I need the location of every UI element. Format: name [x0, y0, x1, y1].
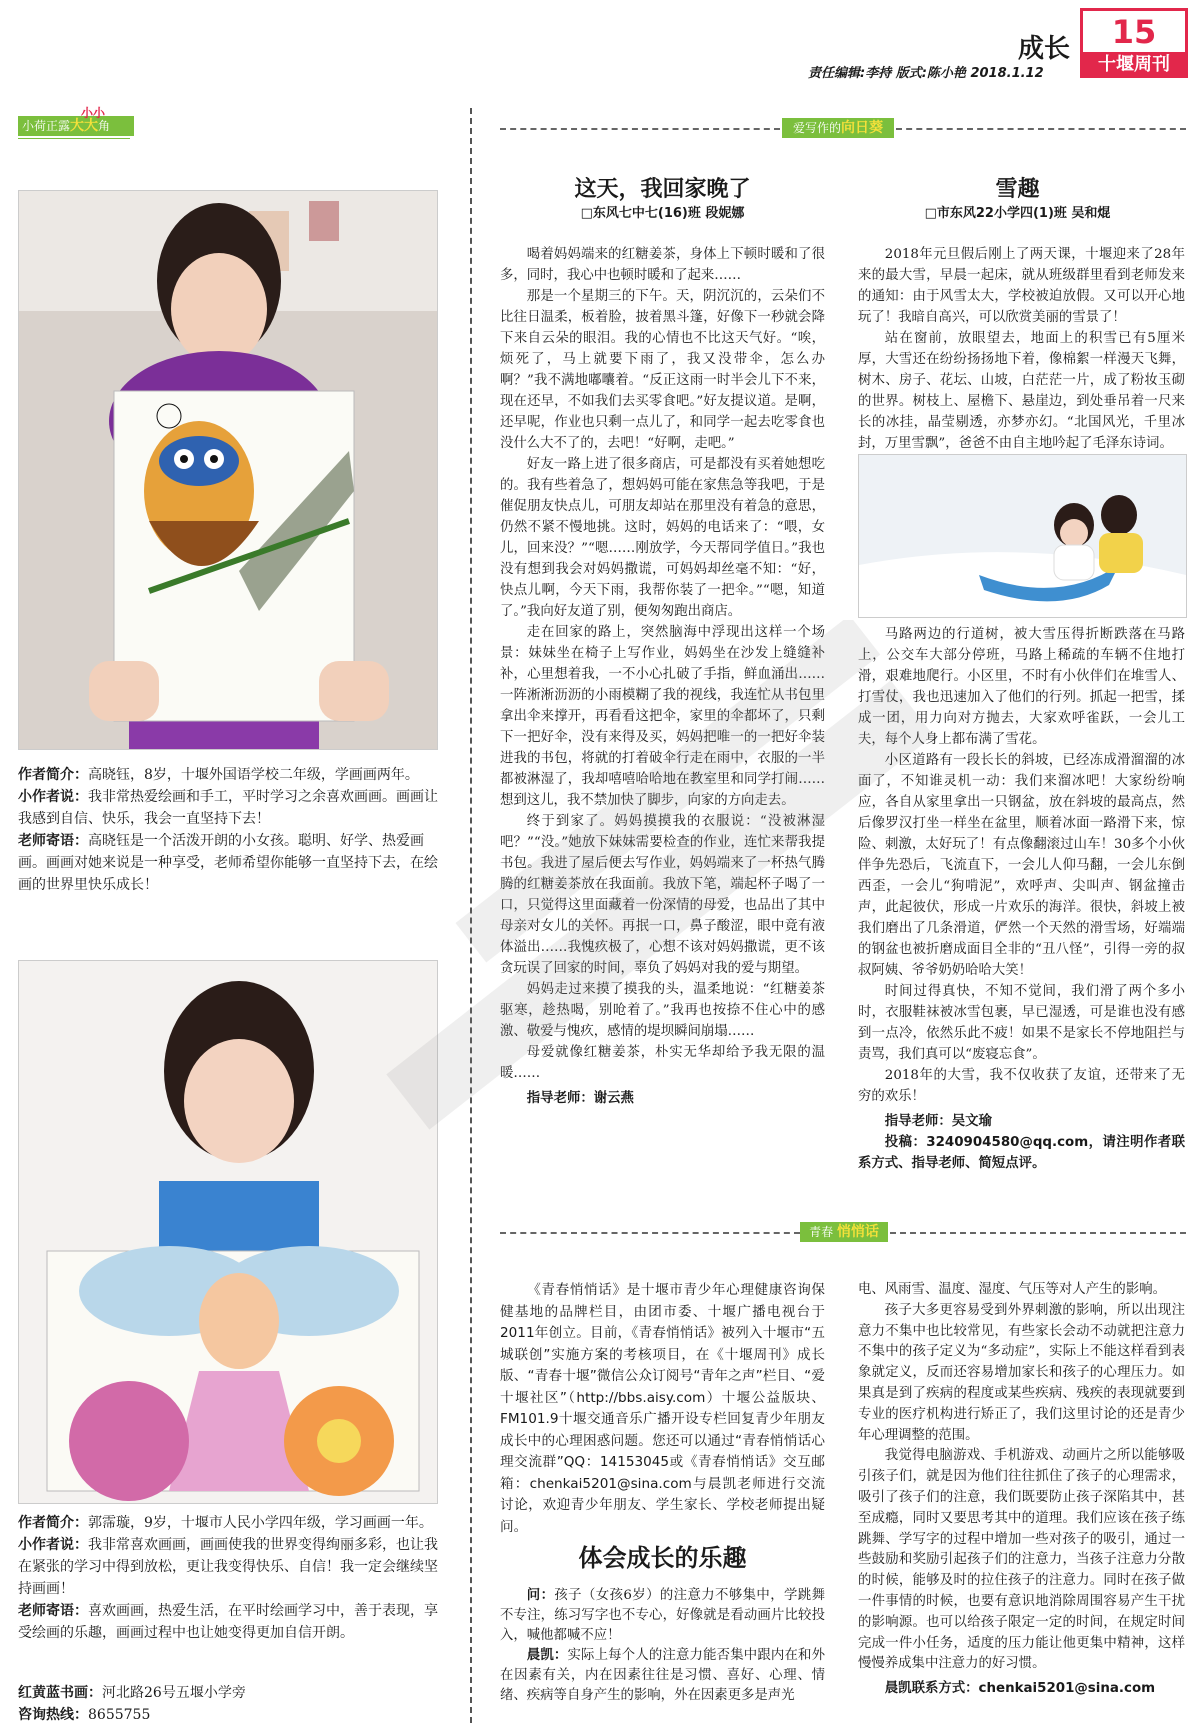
- page-number: 15: [1111, 13, 1157, 51]
- paragraph: 妈妈走过来摸了摸我的头，温柔地说：“红糖姜茶驱寒，趁热喝，别呛着了。”我再也按捺不住心中的感激、敬爱与愧疚，感情的堤坝瞬间崩塌……: [500, 982, 825, 1039]
- contact-email: chenkai5201@sina.com: [978, 1681, 1156, 1697]
- paper-name: 十堰周刊: [1080, 52, 1188, 78]
- question-text: 孩子（女孩6岁）的注意力不够集中，学跳舞不专注，练习写字也不专心，好像就是看动画片比较投入，喊他都喊不应！: [500, 1588, 825, 1643]
- hotline-number: 8655755: [88, 1707, 151, 1723]
- says-label: 小作者说：: [18, 789, 88, 805]
- studio-label: 红黄蓝书画：: [18, 1685, 102, 1701]
- article-body-2a: [858, 244, 1185, 454]
- paragraph: 母爱就像红糖姜茶，朴实无华却给予我无限的温暖……: [500, 1045, 825, 1081]
- submit-text: 3240904580@qq.com，请注明作者联系方式、指导老师、简短点评。: [858, 1135, 1185, 1171]
- right-top-banner: [782, 118, 894, 138]
- banner-text-end: 角: [98, 119, 111, 133]
- intro-paragraph: 《青春悄悄话》是十堰市青少年心理健康咨询保健基地的品牌栏目，由团市委、十堰广播电视台于2011年创立。目前，《青春悄悄话》被列入十堰市“五城联创”实施方案的考核项目，在《十堰周刊》成长版、“青春十堰”微信公众订阅号“青年之声”栏目、“爱十堰社区”（http://bbs.aisy.com）十堰公益版块、FM101.9十堰交通音乐广播开设专栏回复青少年朋友成长中的心理困惑问题。您还可以通过“青春悄悄话心理交流群”QQ：14153045或《青春悄悄话》交互邮箱：chenkai5201@sina.com与晨凯老师进行交流讨论，欢迎青少年朋友、学生家长、学校老师提出疑问。: [500, 1282, 825, 1535]
- left-banner-rule: [18, 138, 130, 139]
- guide-name: 谢云燕: [593, 1091, 634, 1106]
- contact-label: 晨凯联系方式：: [884, 1681, 979, 1697]
- profile-2: [18, 1512, 438, 1644]
- article-body-2b: [858, 624, 1185, 1174]
- qa-title: 体会成长的乐趣: [578, 1543, 747, 1572]
- intro-text: 郭霈璇，9岁，十堰市人民小学四年级，学习画画一年。: [88, 1515, 433, 1531]
- answer-label: 晨凯：: [526, 1648, 568, 1663]
- intro-text: 高晓钰，8岁，十堰外国语学校二年级，学画画两年。: [88, 767, 419, 783]
- guide-name: 吴文瑜: [951, 1114, 992, 1129]
- paragraph: 那是一个星期三的下午。天，阴沉沉的，云朵们不比往日温柔，板着脸，披着黑斗篷，好像下一秒就会降下来自云朵的眼泪。我的心情也不比这天气好。“唉，烦死了，马上就要下雨了，我又没带伞，怎么办啊？”我不满地嘟囔着。“反正这雨一时半会儿下不来，现在还早，不如我们去买零食吧。”好友提议道。是啊，还早呢，作业也只剩一点儿了，和同学一起去吃零食也没什么大不了的，去吧！“好啊，走吧。”: [500, 289, 825, 451]
- teacher-text: 喜欢画画，热爱生活，在平时绘画学习中，善于表现，享受绘画的乐趣，画画过程中也让她变得更加自信开朗。: [18, 1603, 438, 1641]
- paragraph: 走在回家的路上，突然脑海中浮现出这样一个场景：妹妹坐在椅子上写作业，妈妈坐在沙发上缝缝补补，心里想着我，一不小心扎破了手指，鲜血涌出……一阵淅淅沥沥的小雨模糊了我的视线，我连忙从书包里拿出伞来撑开，再看看这把伞，家里的伞都坏了，只剩下一把好伞，没有来得及买，妈妈把唯一的一把好伞装进我的书包，将就的打着破伞行走在雨中，衣服的一半都被淋湿了，我却嘻嘻哈哈地在教室里和同学打闹……想到这儿，我不禁加快了脚步，向家的方向走去。: [500, 625, 825, 808]
- teacher-label: 老师寄语：: [18, 833, 88, 849]
- right-top-rule-right: [896, 128, 1186, 130]
- question-label: 问：: [526, 1588, 555, 1603]
- paragraph: 2018年元旦假后刚上了两天课，十堰迎来了28年来的最大雪，早晨一起床，就从班级群里看到老师发来的通知：由于风雪太大，学校被迫放假。又可以开心地玩了！我暗自高兴，可以欣赏美丽的雪景了！: [858, 247, 1185, 325]
- sledding-photo: [858, 454, 1187, 618]
- banner-highlight: 悄悄话: [836, 1224, 879, 1240]
- paragraph: 喝着妈妈端来的红糖姜茶，身体上下顿时暖和了很多，同时，我心中也顿时暖和了起来……: [500, 247, 825, 283]
- article-byline: □东风七中七(16)班 段妮娜: [580, 206, 745, 221]
- editor-meta: 责任编辑:李持 版式:陈小艳 2018.1.12: [808, 66, 1044, 81]
- intro-label: 作者简介：: [18, 767, 88, 783]
- teacher-text: 高晓钰是一个活泼开朗的小女孩。聪明、好学、热爱画画。画画对她来说是一种享受，老师希望你能够一直坚持下去，在绘画的世界里快乐成长！: [18, 833, 438, 893]
- teacher-label: 老师寄语：: [18, 1603, 88, 1619]
- section-title: 成长: [1018, 34, 1071, 64]
- child-artwork-photo-2: [18, 960, 438, 1504]
- guide-label: 指导老师：: [526, 1091, 594, 1106]
- child-artwork-photo-1: [18, 190, 438, 750]
- studio-address: 河北路26号五堰小学旁: [102, 1685, 246, 1701]
- studio-footer: [18, 1682, 438, 1726]
- column-intro: [500, 1280, 825, 1538]
- article-title: 雪趣: [995, 177, 1040, 202]
- says-text: 我非常热爱绘画和手工，平时学习之余喜欢画画。画画让我感到自信、快乐，我会一直坚持下去！: [18, 789, 438, 827]
- submit-label: 投稿：: [884, 1135, 927, 1150]
- banner-text: 爱写作的: [792, 121, 841, 135]
- answer-paragraph: 我觉得电脑游戏、手机游戏、动画片之所以能够吸引孩子们，就是因为他们往往抓住了孩子的心理需求，吸引了孩子们的注意，我们既要防止孩子深陷其中，甚至成瘾，同时又要思考其中的道理。我们应该在孩子练跳舞、学写字的过程中增加一些对孩子的吸引，通过一些鼓励和奖励引起孩子们的注意力，当孩子注意力分散的时候，能够及时的拉住孩子的注意力。同时在孩子做一件事情的时候，也要有意识地消除周围容易产生干扰的影响源。也可以给孩子限定一定的时间，在规定时间完成一件小任务，适度的压力能让他更集中精神，这样慢慢养成集中注意力的好习惯。: [858, 1448, 1185, 1672]
- answer-paragraph: 电、风雨雪、温度、湿度、气压等对人产生的影响。: [858, 1282, 1166, 1297]
- column-divider: [470, 108, 472, 1723]
- paragraph: 终于到家了。妈妈摸摸我的衣服说：“没被淋湿吧？”“没。”她放下妹妹需要检查的作业，连忙来帮我提书包。我进了屋后便去写作业，妈妈端来了一杯热气腾腾的红糖姜茶放在我面前。我放下笔，端起杯子喝了一口，只觉得这里面藏着一份深情的母爱，也品出了其中母亲对女儿的关怀。再抿一口，鼻子酸涩，眼中竟有液体溢出……我愧疚极了，心想不该对妈妈撒谎，更不该贪玩误了回家的时间，辜负了妈妈对我的爱与期望。: [500, 814, 825, 976]
- guide-label: 指导老师：: [884, 1114, 952, 1129]
- banner-text: 青春: [809, 1225, 834, 1239]
- right-bottom-banner: [800, 1222, 888, 1242]
- right-bottom-rule-left: [500, 1232, 800, 1234]
- right-bottom-rule-right: [890, 1232, 1186, 1234]
- profile-1: [18, 764, 438, 896]
- qa-answer: [858, 1280, 1185, 1700]
- article-body-1: [500, 244, 825, 1109]
- banner-highlight: 向日葵: [841, 120, 883, 136]
- intro-label: 作者简介：: [18, 1515, 88, 1531]
- banner-highlight: 大大: [70, 118, 99, 134]
- article-title: 这天，我回家晚了: [574, 177, 751, 202]
- paragraph: 站在窗前，放眼望去，地面上的积雪已有5厘米厚，大雪还在纷纷扬扬地下着，像棉絮一样漫天飞舞，树木、房子、花坛、山坡，白茫茫一片，成了粉妆玉砌的世界。树枝上、屋檐下、悬崖边，到处垂吊着一尺来长的冰挂，晶莹剔透，亦梦亦幻。“北国风光，千里冰封，万里雪飘”，爸爸不由自主地吟起了毛泽东诗词。: [858, 331, 1185, 451]
- banner-text: 小荷正露: [22, 119, 71, 133]
- says-label: 小作者说：: [18, 1537, 88, 1553]
- answer-paragraph: 孩子大多更容易受到外界刺激的影响，所以出现注意力不集中也比较常见，有些家长会动不动就把注意力不集中的孩子定义为“多动症”，实际上不能这样看到表象就定义，反而还容易增加家长和孩子的心理压力。如果真是到了疾病的程度或某些疾病、残疾的表现就要到专业的医疗机构进行矫正了，我们这里讨论的还是青少年心理调整的范围。: [858, 1302, 1185, 1443]
- banner-small-label: 小小: [81, 106, 106, 120]
- paragraph: 小区道路有一段长长的斜坡，已经冻成滑溜溜的冰面了，不知谁灵机一动：我们来溜冰吧！大家纷纷响应，各自从家里拿出一只钢盆，放在斜坡的最高点，然后像罗汉打坐一样坐在盆里，顺着冰面一路滑下来，惊险、刺激，太好玩了！有点像翻滚过山车！30多个小伙伴争先恐后，飞流直下，一会儿人仰马翻，一会儿东倒西歪，一会儿“狗啃泥”，欢呼声、尖叫声、钢盆撞击声，此起彼伏，形成一片欢乐的海洋。很快，斜坡上被我们磨出了几条滑道，俨然一个天然的滑雪场，好端端的钢盆也被折磨成面目全非的“丑八怪”，引得一旁的叔叔阿姨、爷爷奶奶哈哈大笑！: [858, 753, 1185, 978]
- paragraph: 好友一路上进了很多商店，可是都没有买着她想吃的。我有些着急了，想妈妈可能在家焦急等我吧，于是催促朋友快点儿，可朋友却站在那里没有着急的意思，仍然不紧不慢地挑。这时，妈妈的电话来了：“喂，女儿，回来没？”“嗯……刚放学，今天帮同学值日。”我也没有想到我会对妈妈撒谎，可妈妈却丝毫不知：“好，快点儿啊，今天下雨，我帮你装了一把伞。”“嗯，知道了。”我向好友道了别，便匆匆跑出商店。: [500, 457, 825, 619]
- says-text: 我非常喜欢画画，画画使我的世界变得绚丽多彩，也让我在紧张的学习中得到放松，更让我变得快乐、自信！我一定会继续坚持画画！: [18, 1537, 438, 1597]
- qa-question: [500, 1586, 825, 1706]
- page-number-badge: [1080, 8, 1188, 78]
- answer-text-start: 实际上每个人的注意力能否集中跟内在和外在因素有关，内在因素往往是习惯、喜好、心理、情绪、疾病等自身产生的影响，外在因素更多是声光: [500, 1648, 825, 1703]
- paragraph: 2018年的大雪，我不仅收获了友谊，还带来了无穷的欢乐！: [858, 1068, 1185, 1104]
- hotline-label: 咨询热线：: [18, 1707, 88, 1723]
- paragraph: 时间过得真快，不知不觉间，我们滑了两个多小时，衣服鞋袜被冰雪包裹，早已湿透，可是谁也没有感到一点冷，依然乐此不疲！如果不是家长不停地阻拦与责骂，我们真可以“废寝忘食”。: [858, 984, 1185, 1062]
- right-top-rule-left: [500, 128, 780, 130]
- paragraph: 马路两边的行道树，被大雪压得折断跌落在马路上，公交车大部分停班，马路上稀疏的车辆不住地打滑，艰难地爬行。小区里，不时有小伙伴们在堆雪人、打雪仗，我也迅速加入了他们的行列。抓起一把雪，揉成一团，用力向对方抛去，大家欢呼雀跃，一会儿工夫，每个人身上都布满了雪花。: [858, 627, 1185, 747]
- article-byline: □市东风22小学四(1)班 吴和焜: [924, 206, 1111, 221]
- left-banner: [18, 116, 134, 136]
